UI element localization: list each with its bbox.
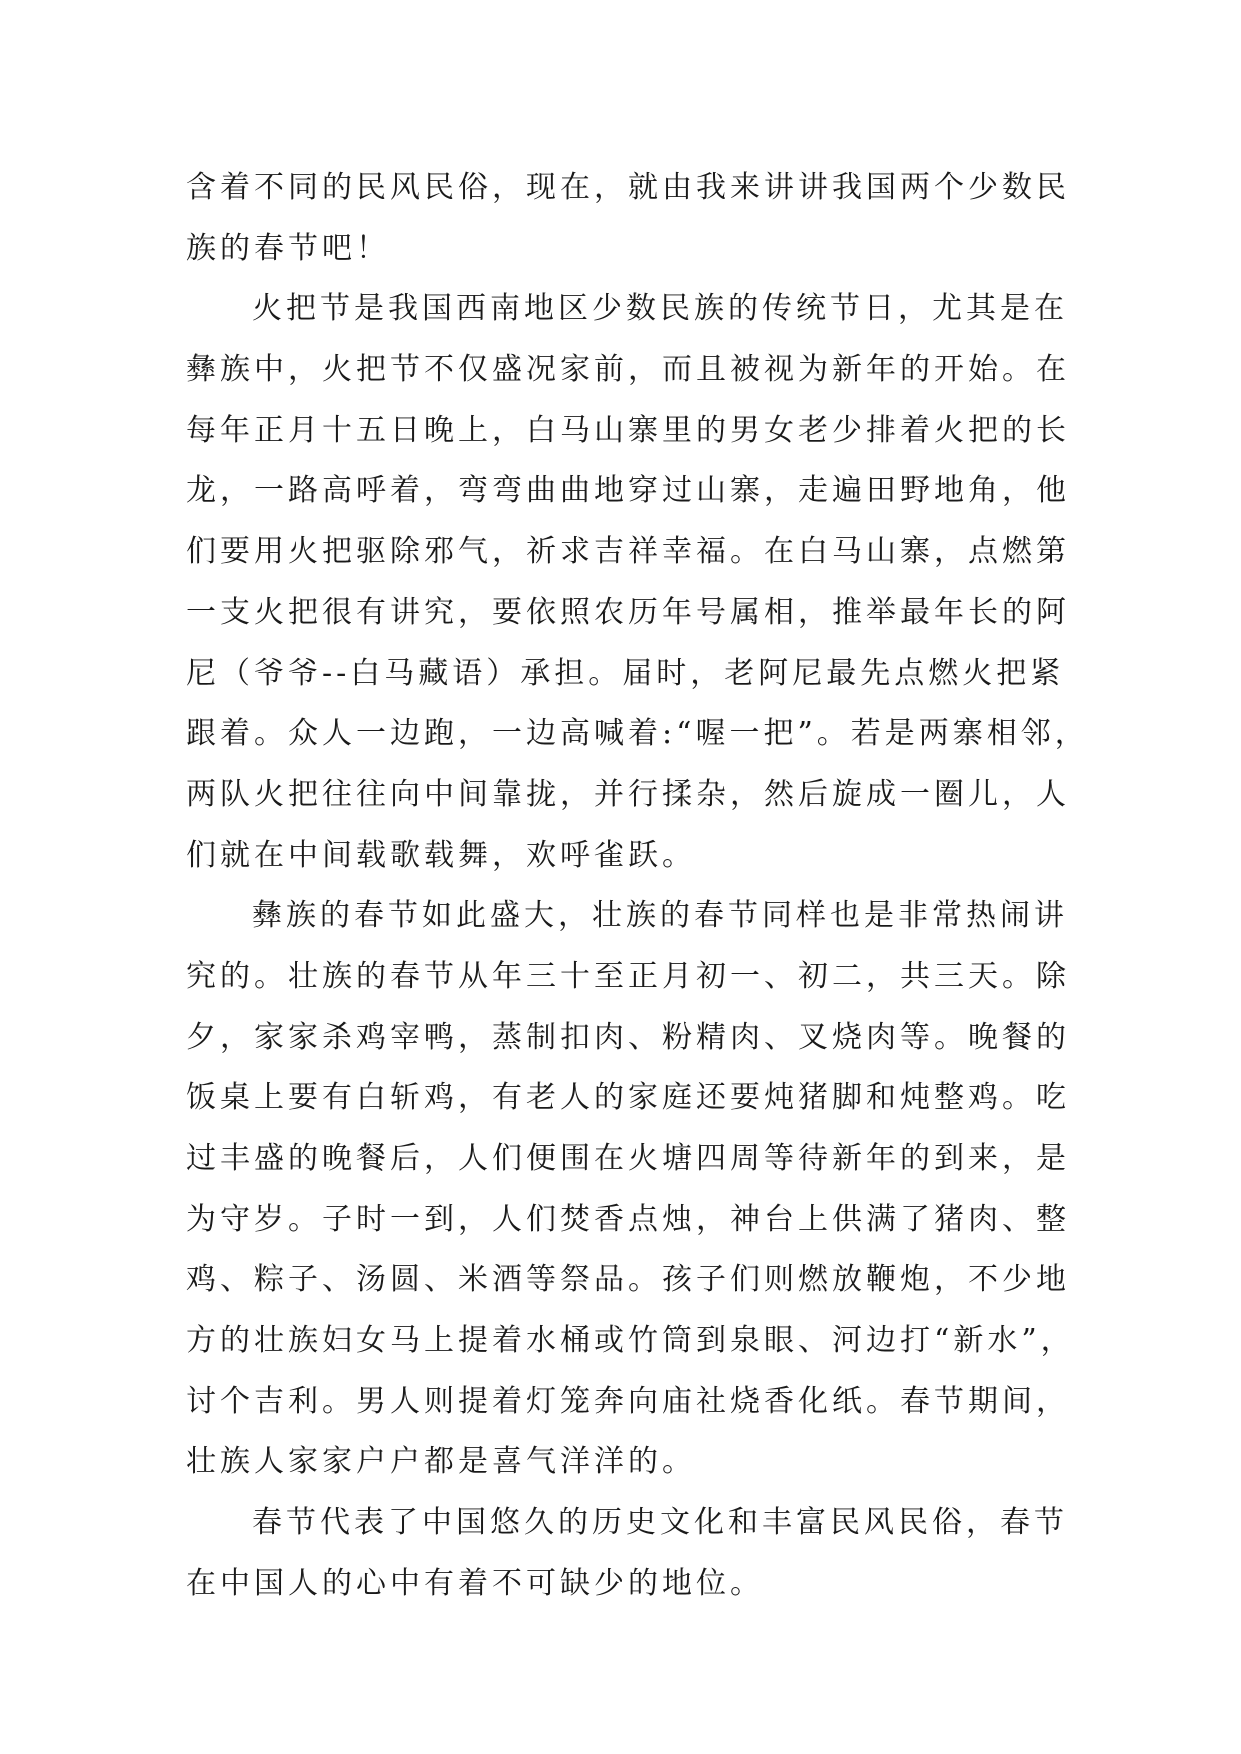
text-line: 壮族人家家户户都是喜气洋洋的。	[186, 1444, 696, 1480]
text-line: 讨个吉利。男人则提着灯笼奔向庙社烧香化纸。春节期间，	[186, 1383, 1070, 1419]
paragraph-intro-continuation	[186, 158, 1070, 279]
paragraph-conclusion	[186, 1493, 1068, 1614]
text-line: 究的。壮族的春节从年三十至正月初一、初二，共三天。除	[186, 958, 1070, 994]
text-line: 含着不同的民风民俗，现在，就由我来讲讲我国两个少数民	[186, 170, 1070, 205]
text-line: 饭桌上要有白斩鸡，有老人的家庭还要炖猪脚和炖整鸡。吃	[186, 1080, 1070, 1116]
text-line: 尼（爷爷--白马藏语）承担。届时，老阿尼最先点燃火把紧	[186, 655, 1065, 691]
text-line: 族的春节吧！	[186, 230, 390, 266]
text-line: 每年正月十五日晚上，白马山寨里的男女老少排着火把的长	[186, 412, 1070, 448]
text-line: 一支火把很有讲究，要依照农历年号属相，推举最年长的阿	[186, 594, 1070, 630]
document-body	[186, 158, 1089, 1615]
text-line: 跟着。众人一边跑，一边高喊着:“喔一把”。若是两寨相邻，	[186, 716, 1089, 752]
text-line: 鸡、粽子、汤圆、米酒等祭品。孩子们则燃放鞭炮，不少地	[186, 1262, 1070, 1298]
text-line: 过丰盛的晚餐后，人们便围在火塘四周等待新年的到来，是	[186, 1141, 1070, 1176]
text-line: 夕，家家杀鸡宰鸭，蒸制扣肉、粉精肉、叉烧肉等。晚餐的	[186, 1019, 1070, 1055]
text-line: 彝族的春节如此盛大，壮族的春节同样也是非常热闹讲	[252, 898, 1068, 934]
text-line: 龙，一路高呼着，弯弯曲曲地穿过山寨，走遍田野地角，他	[186, 473, 1070, 509]
text-line: 们就在中间载歌载舞，欢呼雀跃。	[186, 837, 696, 873]
text-line: 方的壮族妇女马上提着水桶或竹筒到泉眼、河边打“新水”，	[186, 1323, 1075, 1359]
paragraph-zhuang-spring-festival	[186, 886, 1075, 1493]
text-line: 为守岁。子时一到，人们焚香点烛，神台上供满了猪肉、整	[186, 1201, 1070, 1237]
text-line: 彝族中，火把节不仅盛况家前，而且被视为新年的开始。在	[186, 352, 1070, 388]
text-line: 们要用火把驱除邪气，祈求吉祥幸福。在白马山寨，点燃第	[186, 534, 1070, 570]
text-line: 在中国人的心中有着不可缺少的地位。	[186, 1565, 764, 1601]
text-line: 两队火把往往向中间靠拢，并行揉杂，然后旋成一圈儿，人	[186, 776, 1070, 812]
text-line: 春节代表了中国悠久的历史文化和丰富民风民俗，春节	[252, 1505, 1068, 1541]
text-line: 火把节是我国西南地区少数民族的传统节日，尤其是在	[252, 291, 1068, 327]
paragraph-torch-festival	[186, 279, 1089, 886]
